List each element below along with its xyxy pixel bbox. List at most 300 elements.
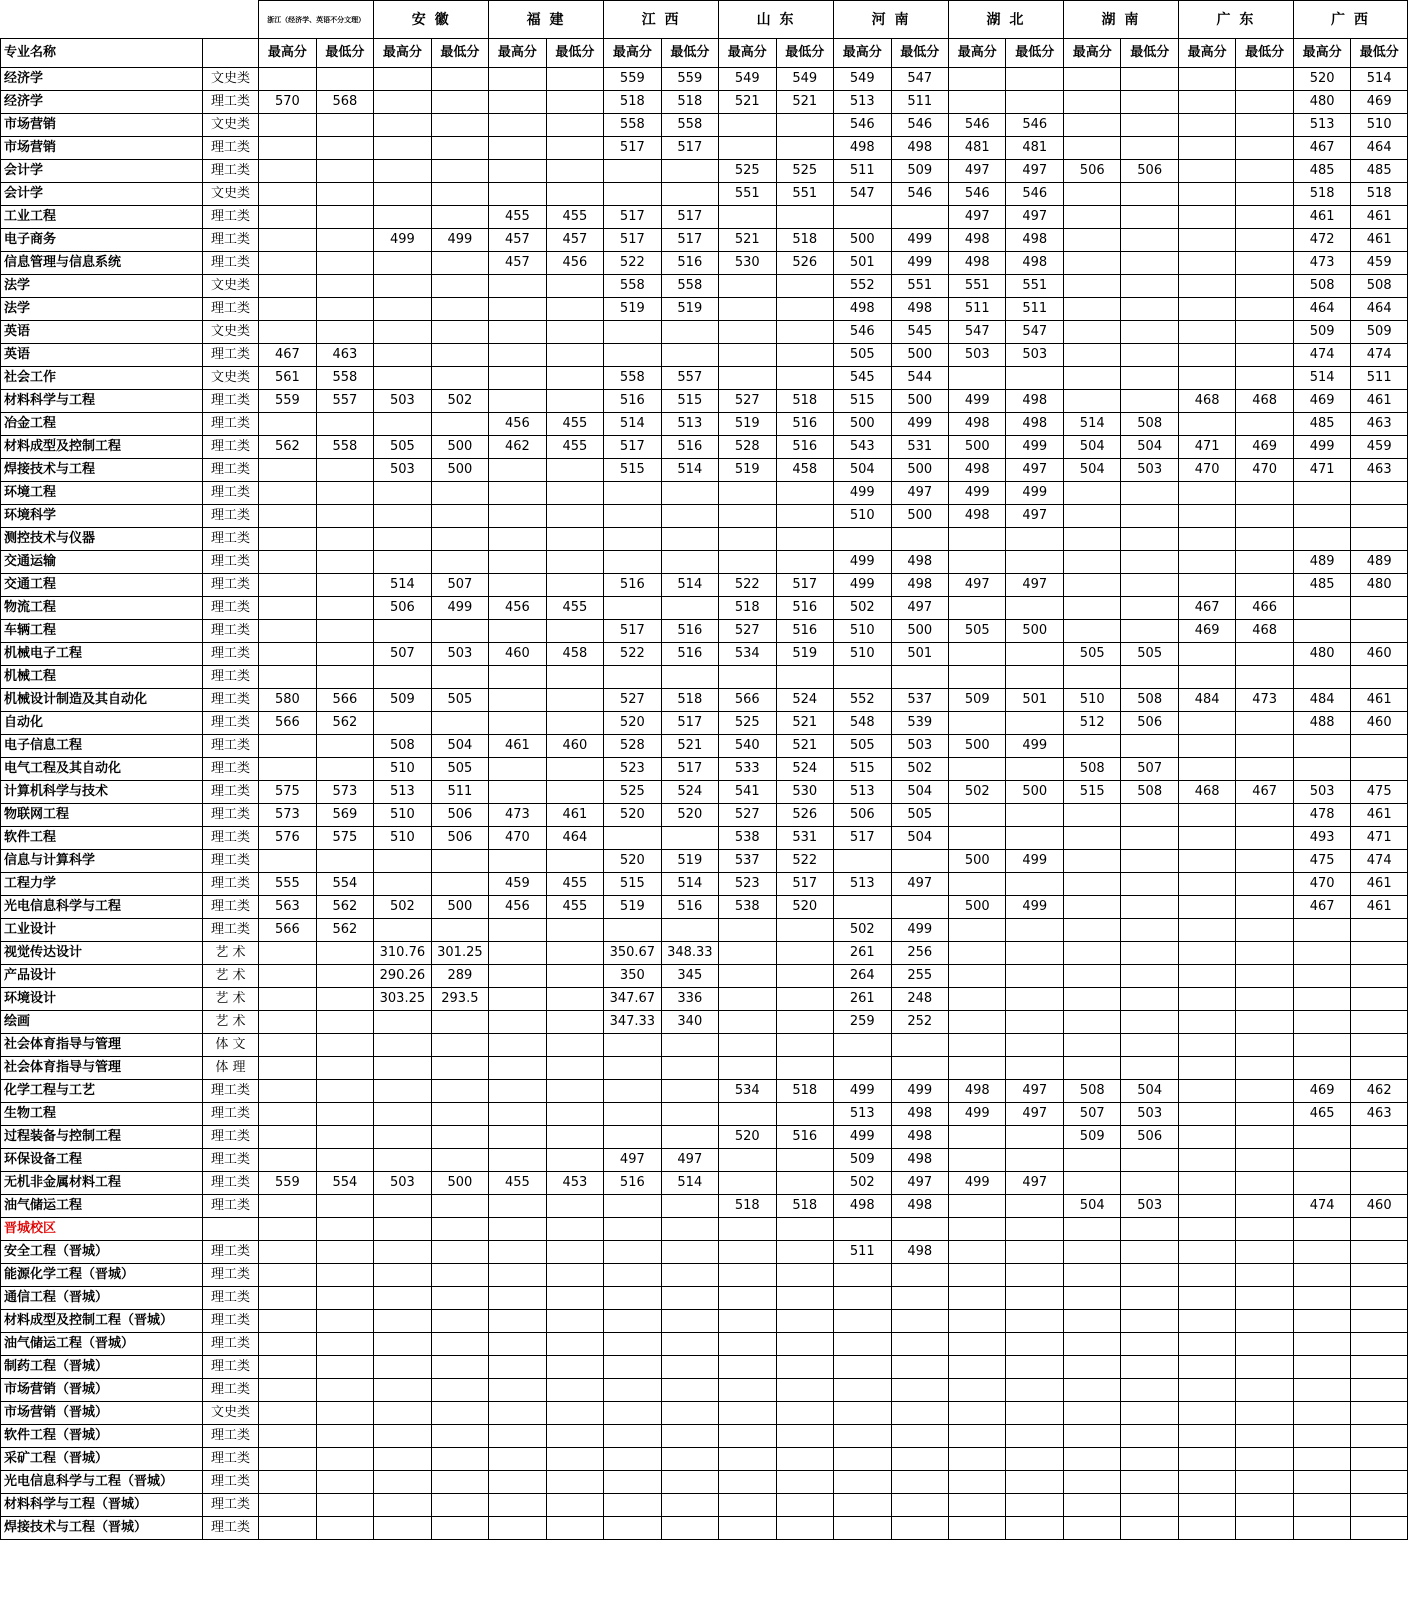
- major-name: 市场营销: [1, 114, 203, 137]
- min-score-cell: 499: [1006, 850, 1063, 873]
- max-score-cell: [1178, 1011, 1235, 1034]
- max-score-cell: [1063, 1448, 1120, 1471]
- max-score-cell: [1178, 1149, 1235, 1172]
- major-name: 工程力学: [1, 873, 203, 896]
- min-score-cell: [1236, 988, 1293, 1011]
- max-score-cell: 460: [489, 643, 546, 666]
- table-row: [1, 206, 1408, 229]
- max-score-cell: [1063, 275, 1120, 298]
- min-score-cell: [1236, 1172, 1293, 1195]
- min-score-cell: 506: [1121, 712, 1178, 735]
- max-score-cell: 506: [1063, 160, 1120, 183]
- max-score-cell: [489, 114, 546, 137]
- min-score-cell: [1236, 965, 1293, 988]
- max-score-cell: 575: [259, 781, 316, 804]
- max-score-cell: [374, 1034, 431, 1057]
- max-score-cell: 489: [1293, 551, 1350, 574]
- min-score-cell: [546, 758, 603, 781]
- min-score-cell: [1236, 896, 1293, 919]
- max-score-cell: 559: [259, 390, 316, 413]
- min-score-cell: [316, 1195, 373, 1218]
- max-score-cell: [489, 1494, 546, 1517]
- min-score-cell: 506: [1121, 160, 1178, 183]
- subject-type: 理工类: [202, 689, 258, 712]
- min-score-cell: 499: [1006, 436, 1063, 459]
- min-score-cell: [1351, 1448, 1408, 1471]
- min-score-header: 最低分: [891, 39, 948, 68]
- min-score-cell: [546, 91, 603, 114]
- min-score-cell: 511: [891, 91, 948, 114]
- max-score-cell: [1178, 1425, 1235, 1448]
- subject-type: 理工类: [202, 1379, 258, 1402]
- max-score-cell: 515: [1063, 781, 1120, 804]
- max-score-cell: [489, 965, 546, 988]
- max-score-cell: [374, 1149, 431, 1172]
- max-score-cell: [489, 689, 546, 712]
- max-score-cell: 261: [834, 942, 891, 965]
- min-score-cell: [661, 1195, 718, 1218]
- subject-type: 理工类: [202, 137, 258, 160]
- min-score-cell: 546: [1006, 114, 1063, 137]
- table-row: [1, 689, 1408, 712]
- max-score-cell: [489, 1264, 546, 1287]
- max-score-cell: [1063, 666, 1120, 689]
- min-score-cell: [431, 666, 488, 689]
- min-score-cell: 503: [431, 643, 488, 666]
- max-score-cell: [259, 137, 316, 160]
- min-score-cell: [546, 1195, 603, 1218]
- max-score-cell: 514: [1063, 413, 1120, 436]
- major-name: 会计学: [1, 160, 203, 183]
- max-score-cell: [259, 321, 316, 344]
- min-score-cell: [1121, 137, 1178, 160]
- max-score-cell: [1178, 919, 1235, 942]
- max-score-header: 最高分: [1293, 39, 1350, 68]
- min-score-cell: [431, 413, 488, 436]
- min-score-cell: 461: [1351, 390, 1408, 413]
- max-score-cell: [949, 1195, 1006, 1218]
- min-score-cell: [661, 183, 718, 206]
- min-score-cell: 551: [891, 275, 948, 298]
- min-score-cell: [431, 1149, 488, 1172]
- min-score-cell: 547: [1006, 321, 1063, 344]
- max-score-cell: 530: [719, 252, 776, 275]
- min-score-cell: [431, 1126, 488, 1149]
- max-score-cell: [719, 1333, 776, 1356]
- min-score-cell: 549: [776, 68, 833, 91]
- min-score-cell: [1236, 1402, 1293, 1425]
- min-score-cell: [431, 1287, 488, 1310]
- min-score-cell: 562: [316, 896, 373, 919]
- min-score-cell: [776, 988, 833, 1011]
- min-score-cell: 520: [776, 896, 833, 919]
- max-score-cell: 510: [834, 505, 891, 528]
- max-score-cell: [949, 1310, 1006, 1333]
- max-score-cell: [719, 1287, 776, 1310]
- table-row: [1, 1172, 1408, 1195]
- min-score-cell: [1236, 505, 1293, 528]
- max-score-cell: 520: [1293, 68, 1350, 91]
- max-score-cell: [1063, 137, 1120, 160]
- table-row: [1, 1517, 1408, 1540]
- max-score-cell: [834, 1356, 891, 1379]
- max-score-cell: [259, 1103, 316, 1126]
- min-score-cell: 516: [776, 597, 833, 620]
- max-score-cell: [1063, 919, 1120, 942]
- max-score-cell: [1063, 344, 1120, 367]
- min-score-cell: [891, 666, 948, 689]
- max-score-cell: 500: [949, 896, 1006, 919]
- subject-type: 理工类: [202, 712, 258, 735]
- subject-type: 理工类: [202, 620, 258, 643]
- min-score-cell: 497: [891, 1172, 948, 1195]
- major-name: 经济学: [1, 91, 203, 114]
- max-score-cell: 558: [604, 114, 661, 137]
- max-score-cell: 303.25: [374, 988, 431, 1011]
- table-row: [1, 1287, 1408, 1310]
- min-score-cell: [1121, 482, 1178, 505]
- min-score-cell: 455: [546, 873, 603, 896]
- max-score-cell: 488: [1293, 712, 1350, 735]
- min-score-cell: 524: [776, 689, 833, 712]
- min-score-cell: [1351, 1494, 1408, 1517]
- max-score-cell: [719, 1172, 776, 1195]
- max-score-cell: 521: [719, 229, 776, 252]
- max-score-cell: 484: [1293, 689, 1350, 712]
- min-score-cell: 462: [1351, 1080, 1408, 1103]
- max-score-cell: 484: [1178, 689, 1235, 712]
- table-row: [1, 574, 1408, 597]
- min-score-cell: 558: [316, 367, 373, 390]
- min-score-cell: [776, 344, 833, 367]
- min-score-cell: [1236, 1425, 1293, 1448]
- max-score-cell: [949, 1333, 1006, 1356]
- major-name: 光电信息科学与工程（晋城）: [1, 1471, 203, 1494]
- max-score-cell: 505: [949, 620, 1006, 643]
- max-score-cell: [949, 1517, 1006, 1540]
- table-row: [1, 896, 1408, 919]
- subject-type: 理工类: [202, 873, 258, 896]
- max-score-cell: 517: [604, 436, 661, 459]
- min-score-cell: 516: [661, 643, 718, 666]
- max-score-cell: 510: [834, 620, 891, 643]
- min-score-cell: [1236, 91, 1293, 114]
- max-score-cell: [949, 965, 1006, 988]
- max-score-cell: [604, 1517, 661, 1540]
- min-score-cell: [1121, 850, 1178, 873]
- min-score-cell: 516: [776, 620, 833, 643]
- min-score-cell: 460: [546, 735, 603, 758]
- max-score-cell: [604, 1402, 661, 1425]
- max-score-cell: 504: [1063, 459, 1120, 482]
- min-score-cell: 456: [546, 252, 603, 275]
- max-score-cell: [259, 528, 316, 551]
- max-score-cell: [489, 620, 546, 643]
- max-score-cell: 515: [834, 758, 891, 781]
- min-score-cell: [1121, 574, 1178, 597]
- max-score-cell: [949, 91, 1006, 114]
- max-score-cell: [259, 597, 316, 620]
- max-score-cell: [834, 666, 891, 689]
- min-score-cell: 463: [1351, 413, 1408, 436]
- max-score-cell: [949, 1264, 1006, 1287]
- max-score-cell: 469: [1293, 390, 1350, 413]
- max-score-cell: [259, 459, 316, 482]
- max-score-cell: [489, 1517, 546, 1540]
- max-score-cell: [1063, 1402, 1120, 1425]
- min-score-cell: 498: [891, 1126, 948, 1149]
- min-score-cell: 514: [661, 1172, 718, 1195]
- min-score-cell: 468: [1236, 620, 1293, 643]
- table-row: [1, 436, 1408, 459]
- max-score-cell: 506: [834, 804, 891, 827]
- max-score-cell: 469: [1293, 1080, 1350, 1103]
- min-score-cell: 497: [1006, 459, 1063, 482]
- table-row: [1, 505, 1408, 528]
- min-score-cell: [431, 1310, 488, 1333]
- min-score-cell: [1236, 1011, 1293, 1034]
- min-score-cell: [1121, 390, 1178, 413]
- max-score-cell: [259, 551, 316, 574]
- max-score-cell: 514: [374, 574, 431, 597]
- min-score-cell: [1006, 1241, 1063, 1264]
- subject-type: 理工类: [202, 1126, 258, 1149]
- table-row: [1, 1310, 1408, 1333]
- max-score-cell: [259, 114, 316, 137]
- table-row: [1, 482, 1408, 505]
- max-score-cell: [1293, 528, 1350, 551]
- min-score-cell: [1006, 68, 1063, 91]
- max-score-cell: [719, 1241, 776, 1264]
- min-score-cell: 510: [1351, 114, 1408, 137]
- max-score-cell: [604, 1080, 661, 1103]
- subject-type: 理工类: [202, 1517, 258, 1540]
- min-score-cell: 500: [1006, 781, 1063, 804]
- max-score-cell: [1178, 988, 1235, 1011]
- min-score-cell: [1006, 942, 1063, 965]
- max-score-cell: 511: [834, 1241, 891, 1264]
- max-score-cell: [1178, 1494, 1235, 1517]
- major-name-header: 专业名称: [1, 39, 203, 68]
- min-score-cell: [1236, 1195, 1293, 1218]
- max-score-cell: 516: [604, 574, 661, 597]
- subject-type: 体 文: [202, 1034, 258, 1057]
- max-score-cell: [489, 1103, 546, 1126]
- max-score-cell: [719, 1310, 776, 1333]
- min-score-cell: [891, 850, 948, 873]
- max-score-cell: 503: [374, 390, 431, 413]
- min-score-cell: 562: [316, 712, 373, 735]
- max-score-cell: [1293, 1057, 1350, 1080]
- max-score-cell: [949, 804, 1006, 827]
- max-score-cell: 350.67: [604, 942, 661, 965]
- min-score-cell: [1121, 1333, 1178, 1356]
- table-row: [1, 114, 1408, 137]
- min-score-cell: 516: [776, 413, 833, 436]
- max-score-cell: [259, 505, 316, 528]
- max-score-cell: [1178, 1471, 1235, 1494]
- max-score-cell: [1178, 1126, 1235, 1149]
- max-score-cell: 500: [834, 413, 891, 436]
- max-score-cell: [1178, 1241, 1235, 1264]
- min-score-cell: [776, 1333, 833, 1356]
- min-score-cell: [1006, 1448, 1063, 1471]
- subject-type: 理工类: [202, 1195, 258, 1218]
- max-score-cell: 562: [259, 436, 316, 459]
- min-score-cell: [431, 505, 488, 528]
- max-score-cell: [374, 1080, 431, 1103]
- max-score-cell: 499: [834, 1126, 891, 1149]
- major-name: 英语: [1, 344, 203, 367]
- min-score-cell: 497: [1006, 1103, 1063, 1126]
- min-score-cell: [776, 367, 833, 390]
- max-score-cell: [949, 1379, 1006, 1402]
- max-score-cell: 517: [604, 229, 661, 252]
- min-score-cell: [546, 459, 603, 482]
- province-header: 河 南: [834, 1, 949, 39]
- min-score-cell: 469: [1351, 91, 1408, 114]
- province-header: 山 东: [719, 1, 834, 39]
- max-score-cell: [1293, 597, 1350, 620]
- min-score-cell: 508: [1121, 781, 1178, 804]
- max-score-cell: [489, 505, 546, 528]
- max-score-cell: 515: [604, 459, 661, 482]
- min-score-cell: 474: [1351, 344, 1408, 367]
- min-score-cell: [546, 298, 603, 321]
- min-score-cell: [316, 1310, 373, 1333]
- min-score-cell: 511: [1006, 298, 1063, 321]
- subject-type: 艺 术: [202, 1011, 258, 1034]
- max-score-cell: [1063, 804, 1120, 827]
- max-score-cell: [1178, 827, 1235, 850]
- min-score-cell: [546, 1218, 603, 1241]
- min-score-cell: [546, 620, 603, 643]
- min-score-cell: [1351, 758, 1408, 781]
- max-score-cell: 485: [1293, 160, 1350, 183]
- min-score-cell: [431, 1517, 488, 1540]
- max-score-cell: 506: [374, 597, 431, 620]
- min-score-cell: [316, 321, 373, 344]
- subject-type: 理工类: [202, 896, 258, 919]
- min-score-cell: [431, 1379, 488, 1402]
- min-score-cell: [546, 68, 603, 91]
- max-score-cell: [949, 1356, 1006, 1379]
- max-score-cell: 499: [374, 229, 431, 252]
- min-score-cell: [431, 252, 488, 275]
- max-score-cell: [489, 781, 546, 804]
- min-score-cell: [776, 1149, 833, 1172]
- max-score-cell: 509: [1063, 1126, 1120, 1149]
- subject-type: 文史类: [202, 367, 258, 390]
- max-score-cell: [1293, 919, 1350, 942]
- min-score-cell: [1121, 1011, 1178, 1034]
- min-score-cell: [316, 1218, 373, 1241]
- max-score-cell: [949, 1448, 1006, 1471]
- max-score-cell: 559: [604, 68, 661, 91]
- max-score-cell: 470: [1293, 873, 1350, 896]
- max-score-cell: [949, 1287, 1006, 1310]
- max-score-cell: 505: [374, 436, 431, 459]
- max-score-cell: [834, 1402, 891, 1425]
- min-score-cell: 504: [891, 781, 948, 804]
- max-score-cell: [489, 942, 546, 965]
- min-score-cell: 517: [776, 873, 833, 896]
- max-score-cell: [374, 321, 431, 344]
- table-row: [1, 367, 1408, 390]
- min-score-cell: [316, 160, 373, 183]
- max-score-cell: 509: [1293, 321, 1350, 344]
- min-score-cell: [316, 482, 373, 505]
- max-score-cell: [1178, 367, 1235, 390]
- min-score-cell: 546: [1006, 183, 1063, 206]
- min-score-cell: [776, 137, 833, 160]
- max-score-cell: 468: [1178, 390, 1235, 413]
- major-name: 信息管理与信息系统: [1, 252, 203, 275]
- min-score-cell: [546, 367, 603, 390]
- max-score-cell: 485: [1293, 413, 1350, 436]
- max-score-cell: 467: [1178, 597, 1235, 620]
- max-score-cell: [374, 1241, 431, 1264]
- max-score-cell: [834, 1057, 891, 1080]
- max-score-cell: [1178, 965, 1235, 988]
- min-score-cell: 461: [1351, 804, 1408, 827]
- min-score-cell: 481: [1006, 137, 1063, 160]
- max-score-cell: [374, 1195, 431, 1218]
- subject-type: 理工类: [202, 758, 258, 781]
- major-name: 机械工程: [1, 666, 203, 689]
- min-score-cell: 498: [1006, 229, 1063, 252]
- min-score-cell: [316, 942, 373, 965]
- max-score-cell: 474: [1293, 1195, 1350, 1218]
- table-row: [1, 1264, 1408, 1287]
- max-score-cell: [259, 275, 316, 298]
- max-score-cell: 498: [834, 1195, 891, 1218]
- max-score-cell: 350: [604, 965, 661, 988]
- min-score-cell: 531: [891, 436, 948, 459]
- major-name: 法学: [1, 298, 203, 321]
- min-score-cell: 554: [316, 1172, 373, 1195]
- min-score-cell: 500: [431, 1172, 488, 1195]
- max-score-cell: 520: [604, 850, 661, 873]
- min-score-cell: [776, 1287, 833, 1310]
- min-score-cell: [316, 1126, 373, 1149]
- max-score-cell: [1293, 1494, 1350, 1517]
- table-row: [1, 68, 1408, 91]
- min-score-cell: [316, 597, 373, 620]
- min-score-cell: 524: [776, 758, 833, 781]
- min-score-cell: [1121, 666, 1178, 689]
- subject-type: 理工类: [202, 91, 258, 114]
- major-name: 制药工程（晋城）: [1, 1356, 203, 1379]
- max-score-cell: [719, 1218, 776, 1241]
- min-score-cell: [316, 1333, 373, 1356]
- min-score-cell: [1006, 1034, 1063, 1057]
- max-score-cell: [374, 505, 431, 528]
- max-score-cell: 499: [834, 1080, 891, 1103]
- min-score-cell: 573: [316, 781, 373, 804]
- min-score-cell: [891, 1218, 948, 1241]
- max-score-cell: [259, 1241, 316, 1264]
- max-score-cell: [949, 1011, 1006, 1034]
- subject-type: 艺 术: [202, 988, 258, 1011]
- min-score-cell: 514: [1351, 68, 1408, 91]
- major-name: 冶金工程: [1, 413, 203, 436]
- max-score-cell: [604, 1448, 661, 1471]
- max-score-cell: [259, 1011, 316, 1034]
- max-score-cell: 497: [604, 1149, 661, 1172]
- min-score-cell: [546, 505, 603, 528]
- min-score-cell: 506: [1121, 1126, 1178, 1149]
